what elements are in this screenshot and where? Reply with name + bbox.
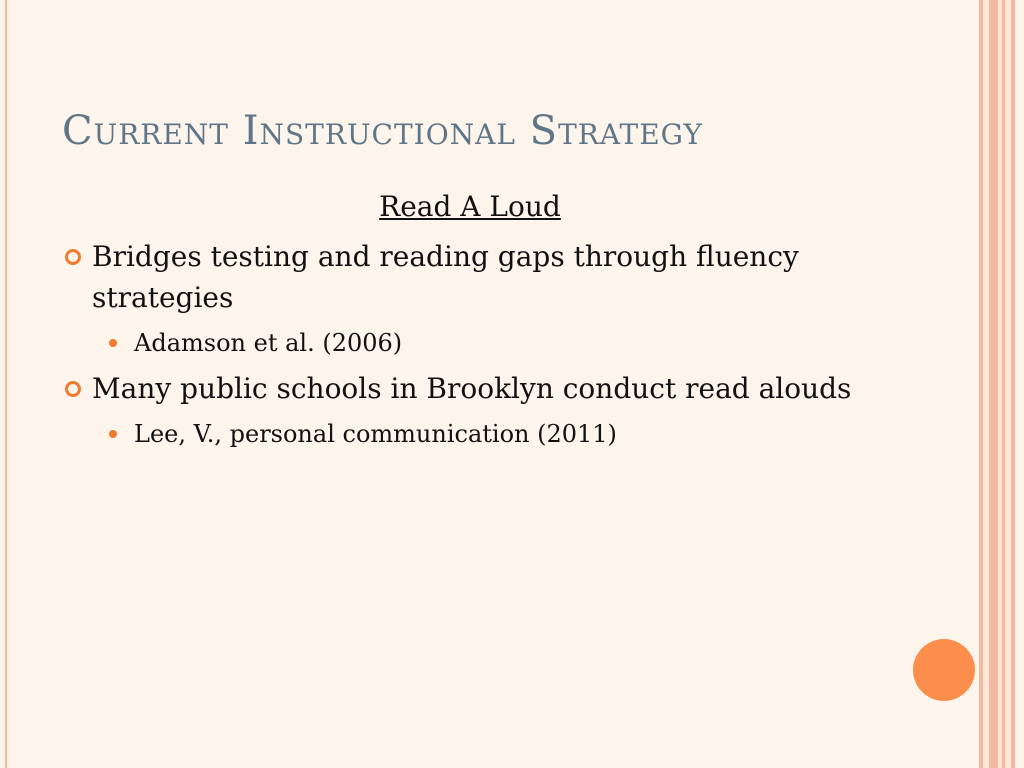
sub-bullet-text: Lee, V., personal communication (2011) [134, 420, 617, 448]
dot-bullet-icon [109, 430, 117, 438]
sub-bullet-text: Adamson et al. (2006) [134, 329, 403, 357]
sub-bullet-item [62, 326, 902, 360]
decorative-circle [913, 639, 975, 701]
subtitle-text: Read A Loud [379, 190, 561, 223]
bullet-item [62, 236, 902, 318]
slide-subtitle [0, 188, 940, 226]
bullet-item [62, 368, 902, 409]
right-stripe [989, 0, 998, 768]
bullet-text: Bridges testing and reading gaps through fluency strategies [92, 240, 799, 314]
ring-bullet-icon [65, 381, 81, 397]
slide-title: Current Instructional Strategy [62, 108, 704, 154]
ring-bullet-icon [65, 249, 81, 265]
left-border-line [5, 0, 7, 768]
bullet-text: Many public schools in Brooklyn conduct read alouds [92, 372, 852, 405]
sub-bullet-item [62, 417, 902, 451]
dot-bullet-icon [109, 339, 117, 347]
bullet-list [62, 236, 902, 459]
right-stripe [1015, 0, 1024, 768]
